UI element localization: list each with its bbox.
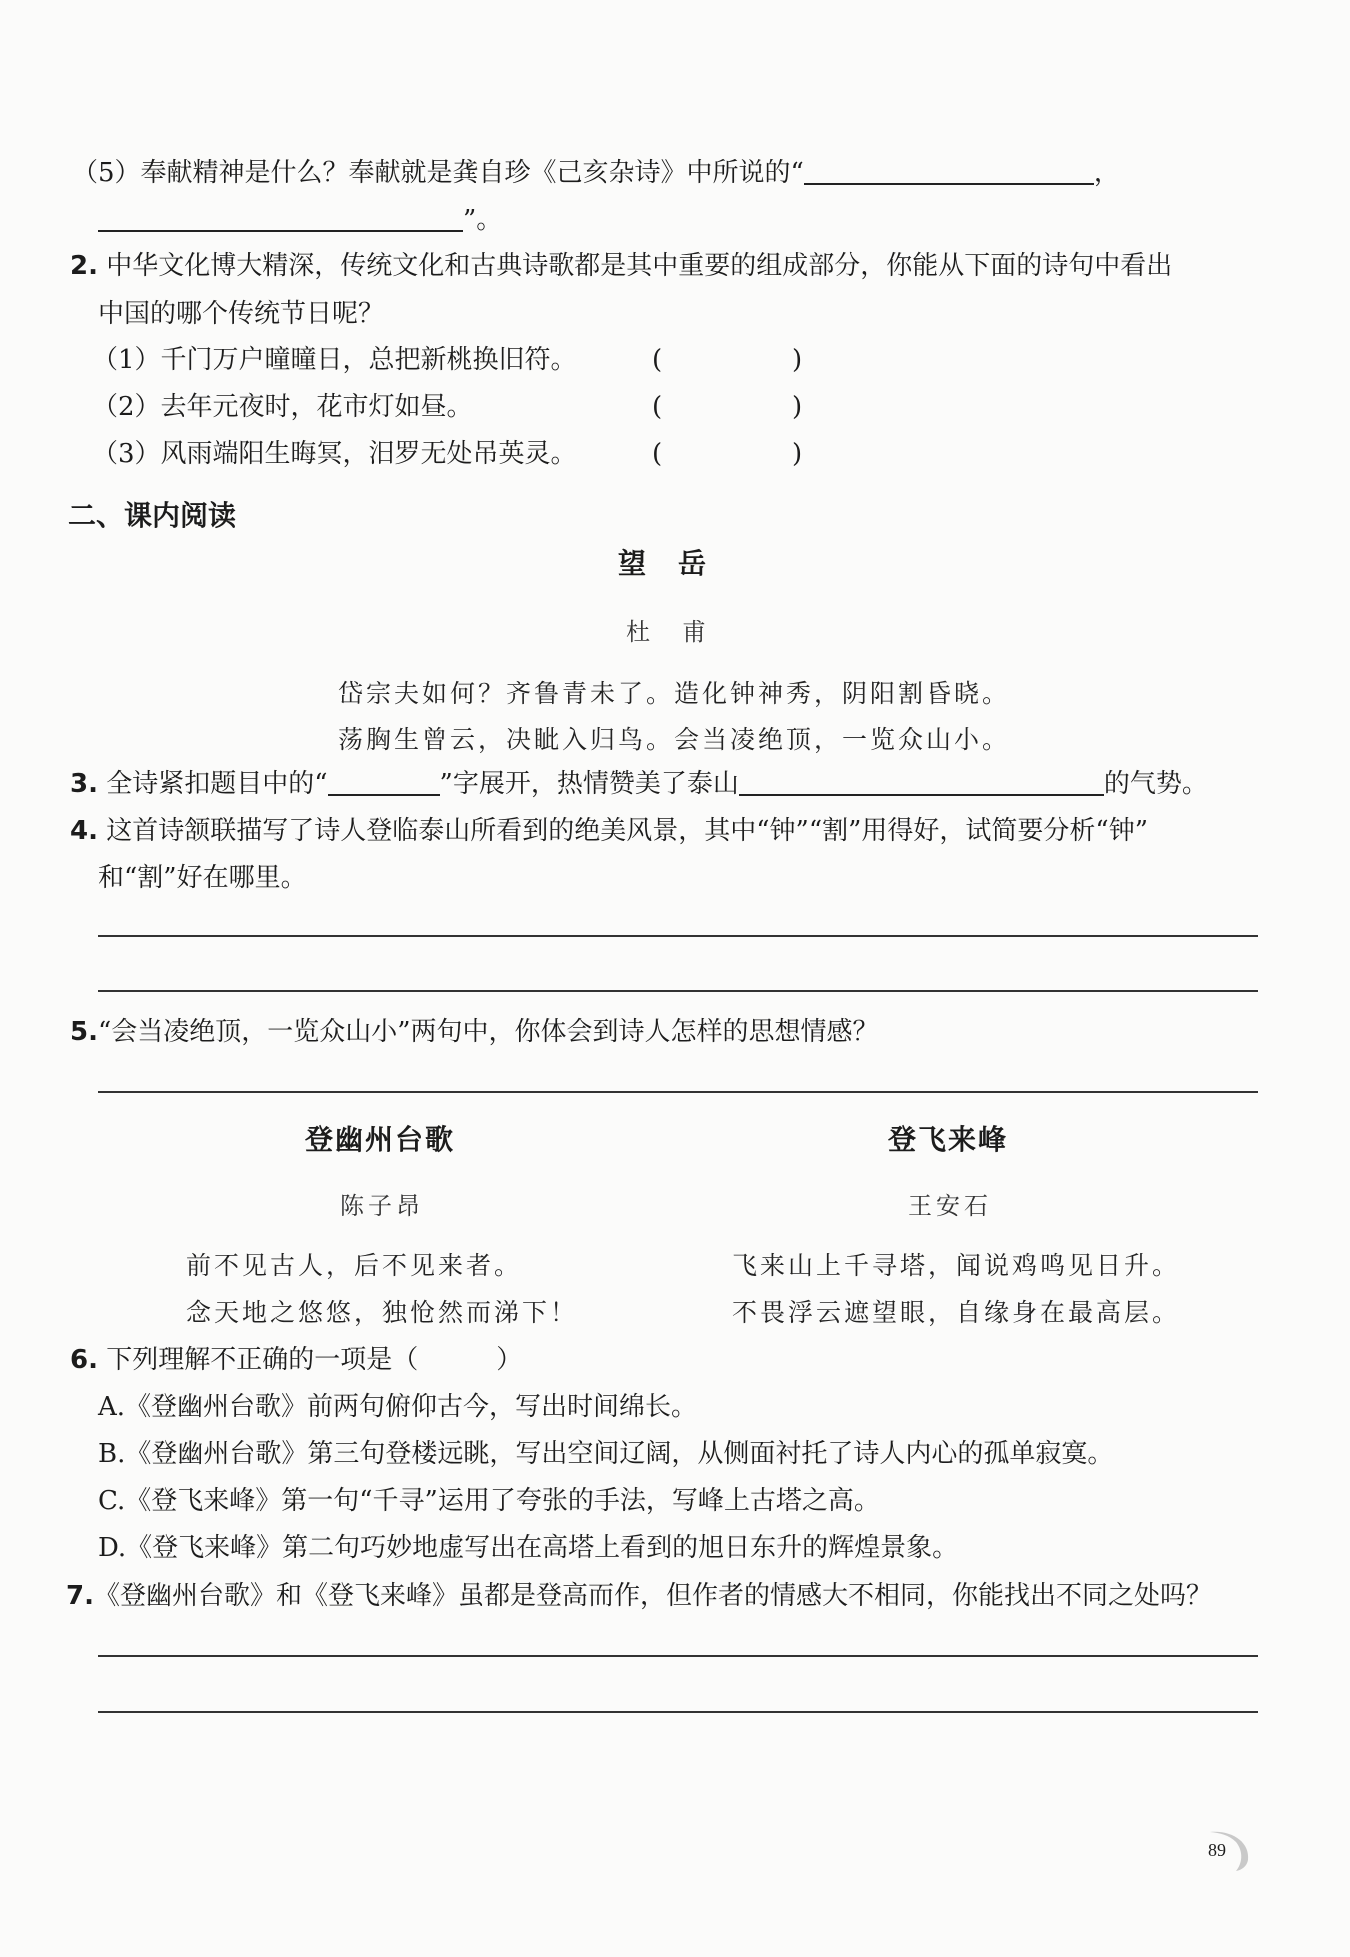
- poem-line: 念天地之悠悠，独怆然而涕下！: [186, 1298, 579, 1327]
- q6-stem: 6. 下列理解不正确的一项是（ ）: [70, 1345, 523, 1375]
- q2-item-1: （1）千门万户曈曈日，总把新桃换旧符。 ( ): [92, 345, 803, 375]
- answer-line[interactable]: [98, 1711, 1258, 1713]
- poem-author: 陈子昂: [340, 1192, 424, 1220]
- q2-stem: 2. 中华文化博大精深，传统文化和古典诗歌都是其中重要的组成部分，你能从下面的诗句中看出: [70, 251, 1173, 281]
- choice-option-b[interactable]: B.《登幽州台歌》第三句登楼远眺，写出空间辽阔，从侧面衬托了诗人内心的孤单寂寞。: [98, 1439, 1114, 1469]
- poem-line: 飞来山上千寻塔，闻说鸡鸣见日升。: [732, 1251, 1181, 1280]
- page-number: 89: [1208, 1840, 1226, 1860]
- q2-stem-line2: 中国的哪个传统节日呢？: [98, 299, 385, 329]
- answer-line[interactable]: [98, 990, 1258, 992]
- answer-line[interactable]: [98, 935, 1258, 937]
- poem-line: 前不见古人，后不见来者。: [186, 1251, 523, 1280]
- answer-blank[interactable]: [804, 155, 1094, 185]
- poem-author: 杜 甫: [626, 618, 710, 646]
- q1-5-continuation: ”。: [98, 200, 502, 240]
- poem-title: 望 岳: [618, 547, 709, 580]
- poem-title: 登幽州台歌: [305, 1123, 456, 1156]
- q2-item-2: （2）去年元夜时，花市灯如昼。 ( ): [92, 392, 803, 422]
- q3-text: 3. 全诗紧扣题目中的“ ”字展开，热情赞美了泰山 的气势。: [70, 764, 1208, 804]
- poem-line: 不畏浮云遮望眼，自缘身在最高层。: [732, 1298, 1181, 1327]
- poem-line: 岱宗夫如何？齐鲁青未了。造化钟神秀，阴阳割昏晓。: [338, 679, 1011, 708]
- q4-stem: 4. 这首诗颔联描写了诗人登临泰山所看到的绝美风景，其中“钟”“割”用得好，试简要分析“钟”: [70, 816, 1148, 846]
- answer-paren[interactable]: ( ): [652, 345, 803, 375]
- q2-item-3: （3）风雨端阳生晦冥，汨罗无处吊英灵。 ( ): [92, 439, 803, 469]
- q5-stem: 5.“会当凌绝顶，一览众山小”两句中，你体会到诗人怎样的思想情感？: [70, 1017, 879, 1047]
- q7-stem: 7.《登幽州台歌》和《登飞来峰》虽都是登高而作，但作者的情感大不相同，你能找出不同之处吗？: [66, 1581, 1212, 1611]
- answer-line[interactable]: [98, 1655, 1258, 1657]
- poem-author: 王安石: [908, 1192, 992, 1220]
- answer-blank[interactable]: [739, 766, 1104, 796]
- answer-blank[interactable]: [328, 766, 440, 796]
- page-swoosh-icon: [1198, 1826, 1258, 1872]
- poem-title: 登飞来峰: [888, 1123, 1009, 1156]
- answer-paren[interactable]: ( ): [652, 392, 803, 422]
- page-number-badge: [1198, 1826, 1258, 1872]
- q4-stem-line2: 和“割”好在哪里。: [98, 863, 307, 893]
- choice-option-c[interactable]: C.《登飞来峰》第一句“千寻”运用了夸张的手法，写峰上古塔之高。: [98, 1486, 880, 1516]
- answer-paren[interactable]: ( ): [652, 439, 803, 469]
- answer-blank[interactable]: [98, 202, 463, 232]
- choice-option-a[interactable]: A.《登幽州台歌》前两句俯仰古今，写出时间绵长。: [98, 1392, 698, 1422]
- choice-option-d[interactable]: D.《登飞来峰》第二句巧妙地虚写出在高塔上看到的旭日东升的辉煌景象。: [98, 1533, 959, 1563]
- section-heading: 二、课内阅读: [68, 499, 237, 532]
- answer-line[interactable]: [98, 1091, 1258, 1093]
- q1-5-text: （5）奉献精神是什么？奉献就是龚自珍《己亥杂诗》中所说的“ ，: [72, 153, 1120, 193]
- poem-line: 荡胸生曾云，决眦入归鸟。会当凌绝顶，一览众山小。: [338, 725, 1011, 754]
